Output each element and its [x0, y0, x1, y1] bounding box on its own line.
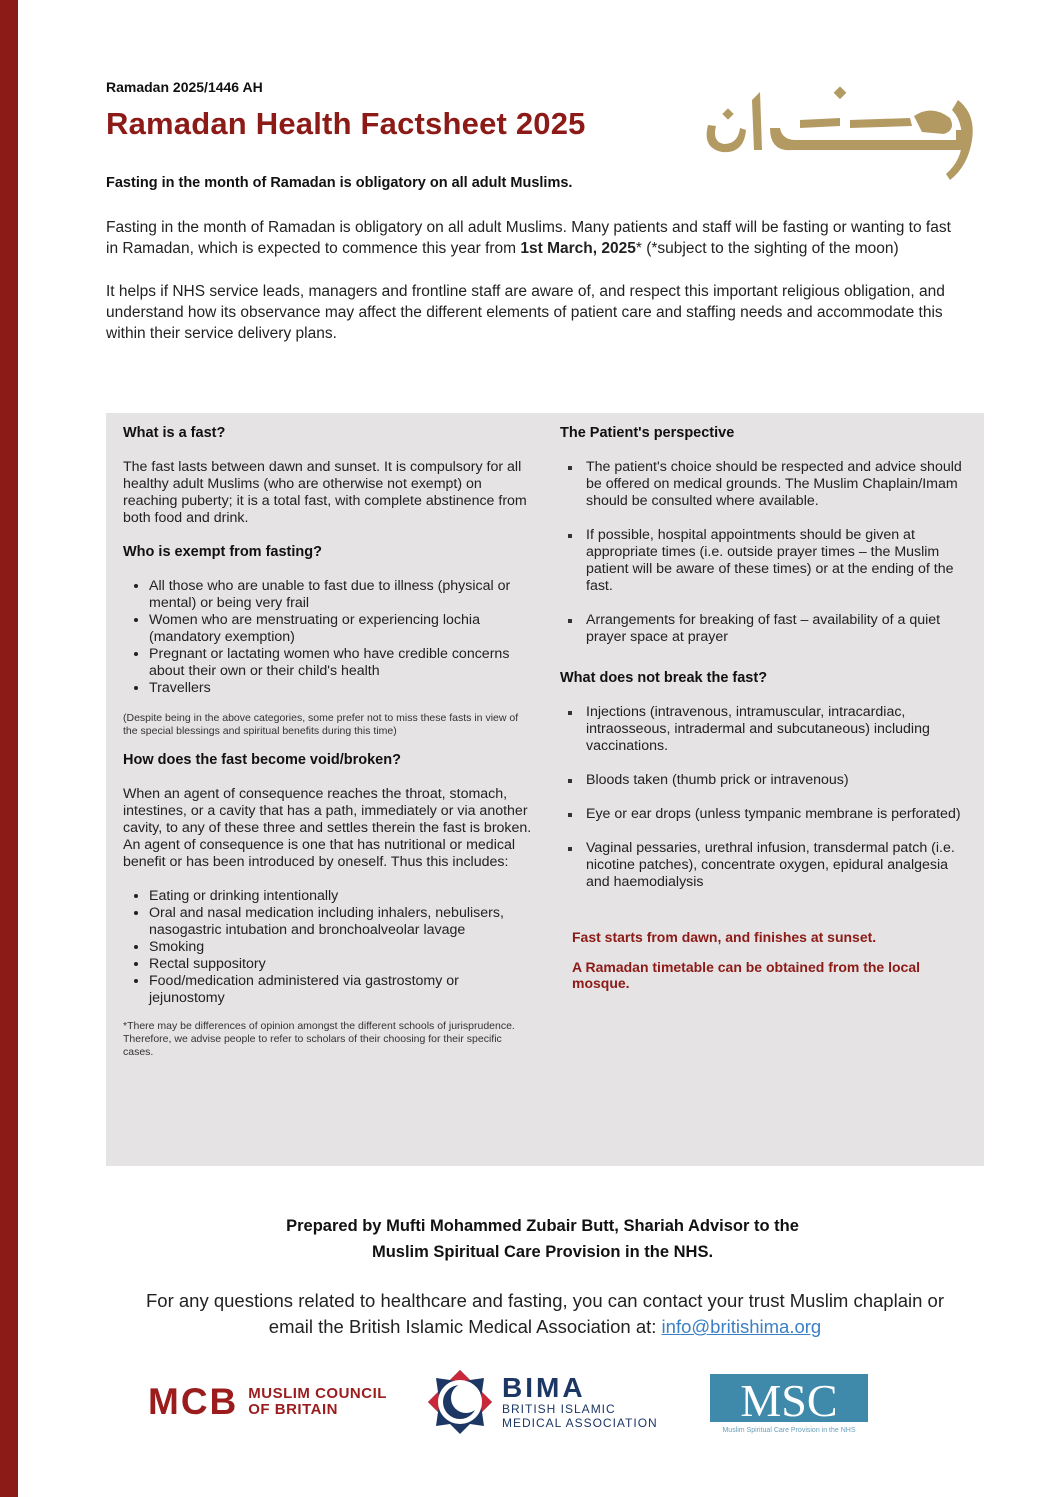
- mcb-letters: MCB: [148, 1381, 239, 1422]
- page-title: Ramadan Health Factsheet 2025: [106, 106, 586, 141]
- heading-patient-perspective: The Patient's perspective: [560, 425, 735, 441]
- intro-paragraph-2: It helps if NHS service leads, managers and frontline staff are aware of, and respect this important religious obligation, and understand how its observance may affect the different elements of patient care and staffing needs and accommodate this within their service delivery plans.: [106, 283, 945, 342]
- list-item: If possible, hospital appointments should be given at appropriate times (i.e. outside prayer times – the Muslim patient will be aware of these times) or at the ending of the fast.: [586, 527, 970, 595]
- heading-what-is-fast: What is a fast?: [123, 425, 226, 441]
- list-item: • Rectal suppository: [149, 956, 533, 973]
- bima-line-2: MEDICAL ASSOCIATION: [502, 1416, 658, 1430]
- mcb-line-2: OF BRITAIN: [248, 1400, 338, 1418]
- left-column: [123, 413, 533, 1059]
- msc-caption: Muslim Spiritual Care Provision in the NHS: [722, 1427, 856, 1434]
- list-item: Eye or ear drops (unless tympanic membrane is perforated): [586, 806, 970, 823]
- prepared-line-1: Prepared by Mufti Mohammed Zubair Butt, Shariah Advisor to the: [286, 1217, 799, 1235]
- list-item: Bloods taken (thumb prick or intravenous): [586, 772, 970, 789]
- heading-not-break: What does not break the fast?: [560, 670, 768, 686]
- list-item: Vaginal pessaries, urethral infusion, transdermal patch (i.e. nicotine patches), concentrate oxygen, epidural analgesia and haemodialysis: [586, 840, 970, 891]
- intro-p1-text: Fasting in the month of Ramadan is obligatory on all adult Muslims. Many patients and staff will be fasting or wanting to fast in Ramadan, which is expected to commence this year from: [106, 219, 951, 257]
- bima-star-crescent-icon: [426, 1368, 494, 1436]
- msc-letters: MSC: [740, 1375, 838, 1426]
- bima-line-1: BRITISH ISLAMIC: [502, 1402, 616, 1416]
- mcb-logo: [148, 1383, 387, 1420]
- what-is-fast-body: The fast lasts between dawn and sunset. It is compulsory for all healthy adult Muslims (who are otherwise not exempt) on reaching puberty; it is a total fast, with complete abstinence from both food and drink.: [123, 459, 527, 526]
- jurisprudence-footnote: *There may be differences of opinion amongst the different schools of jurisprudence. Therefore, we advise people to refer to scholars of their choosing for their specific cases.: [123, 1020, 515, 1058]
- list-item: Injections (intravenous, intramuscular, intracardiac, intraosseous, intradermal and subcutaneous) including vaccinations.: [586, 704, 970, 755]
- contact-info: [0, 1288, 1059, 1340]
- contact-text: For any questions related to healthcare and fasting, you can contact your trust Muslim chaplain or email the British Islamic Medical Association at:: [146, 1290, 944, 1337]
- list-item: • Food/medication administered via gastrostomy or jejunostomy: [149, 973, 533, 1007]
- list-item: • Smoking: [149, 939, 533, 956]
- msc-logo: [708, 1370, 870, 1438]
- prepared-line-2: Muslim Spiritual Care Provision in the NHS.: [371, 1243, 714, 1261]
- list-item: The patient's choice should be respected and advice should be offered on medical grounds. The Muslim Chaplain/Imam should be consulted where available.: [586, 459, 970, 510]
- heading-broken: How does the fast become void/broken?: [123, 752, 401, 768]
- intro-text: [106, 217, 956, 366]
- bima-name: [502, 1374, 658, 1430]
- list-item: • Oral and nasal medication including inhalers, nebulisers, nasogastric intubation and bronchoalveolar lavage: [149, 905, 533, 939]
- mcb-line-1: MUSLIM COUNCIL: [248, 1384, 387, 1402]
- list-item: • Pregnant or lactating women who have credible concerns about their own or their child's health: [149, 646, 533, 680]
- broken-body: When an agent of consequence reaches the throat, stomach, intestines, or a cavity that has a path, immediately or via another cavity, to any of these three and settles therein the fast is broken. An agent of consequence is one that has nutritional or medical benefit or has been introduced by oneself. Thus this includes:: [123, 786, 532, 870]
- not-break-list: [560, 704, 970, 891]
- exempt-list: [123, 578, 533, 697]
- broken-list: [123, 888, 533, 1007]
- bima-acronym: BIMA: [502, 1372, 586, 1403]
- start-date: 1st March, 2025: [520, 240, 636, 257]
- lead-statement: Fasting in the month of Ramadan is obligatory on all adult Muslims.: [106, 175, 573, 191]
- list-item: • Travellers: [149, 680, 533, 697]
- ramadan-calligraphy-icon: [700, 70, 990, 185]
- patient-list: [560, 459, 970, 646]
- list-item: • All those who are unable to fast due to illness (physical or mental) or being very frail: [149, 578, 533, 612]
- intro-p1-note: * (*subject to the sighting of the moon): [635, 240, 899, 257]
- intro-paragraph-1: [106, 217, 956, 259]
- info-panel: [106, 413, 984, 1166]
- right-column: [560, 413, 970, 991]
- bima-logo: [426, 1368, 658, 1436]
- eyebrow-label: Ramadan 2025/1446 AH: [106, 79, 263, 95]
- prepared-by: [0, 1213, 1059, 1265]
- list-item: • Women who are menstruating or experiencing lochia (mandatory exemption): [149, 612, 533, 646]
- email-link[interactable]: info@britishima.org: [661, 1316, 822, 1337]
- left-accent-bar: [0, 0, 18, 1497]
- list-item: Arrangements for breaking of fast – availability of a quiet prayer space at prayer: [586, 612, 970, 646]
- exempt-note: (Despite being in the above categories, some prefer not to miss these fasts in view of the special blessings and spiritual benefits during this time): [123, 712, 519, 737]
- list-item: • Eating or drinking intentionally: [149, 888, 533, 905]
- heading-exempt: Who is exempt from fasting?: [123, 544, 322, 560]
- timetable-note: A Ramadan timetable can be obtained from the local mosque.: [572, 959, 920, 991]
- mcb-name: [248, 1386, 387, 1418]
- fast-times-note: Fast starts from dawn, and finishes at sunset.: [572, 929, 877, 945]
